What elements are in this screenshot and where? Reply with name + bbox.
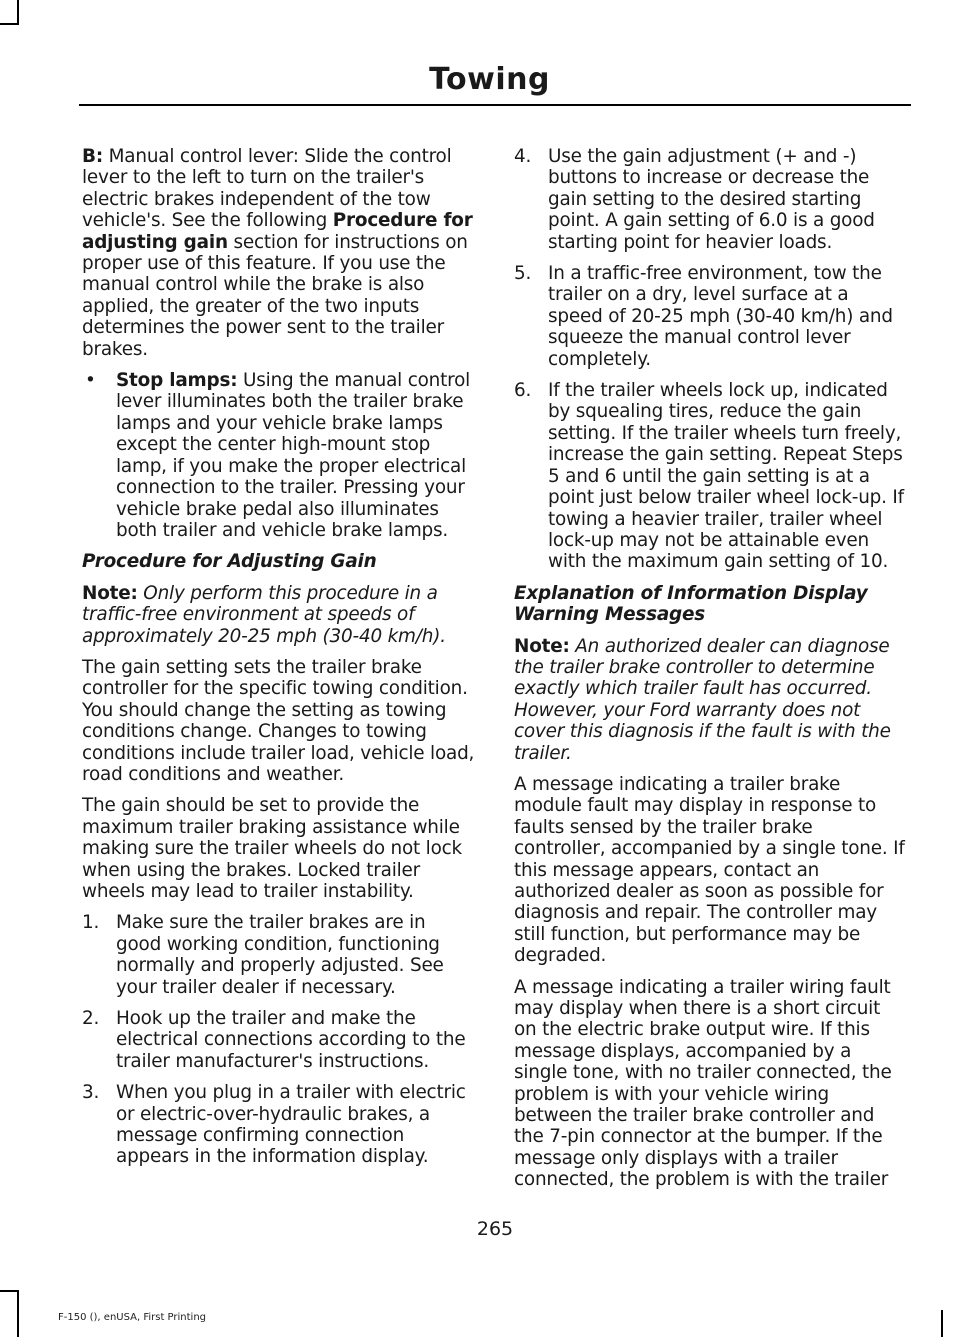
page-number: 265 [476,1218,514,1240]
crop-mark [941,1310,943,1337]
crop-mark [17,0,19,24]
note: Note: An authorized dealer can diagnose the trailer brake controller to determine exactly which trailer fault has occurred. However, your Ford warranty does not cover this diagnosis if the fault is with the trailer. [514,635,891,764]
left-column [82,146,476,1178]
print-imprint: F-150 (), enUSA, First Printing [58,1312,207,1323]
step-item: 4. Use the gain adjustment (+ and -) buttons to increase or decrease the gain setting to the desired starting point. A gain setting of 6.0 is a good starting point for heavier loads. [514,146,875,253]
paragraph: The gain should be set to provide the maximum trailer braking assistance while making sure the trailer wheels do not lock when using the brakes. Locked trailer wheels may lead to trailer instability. [82,795,463,902]
header-divider [79,104,911,106]
step-item: 5. In a traffic-free environment, tow the trailer on a dry, level surface at a speed of 20-25 mph (30-40 km/h) and squeeze the manual control lever completely. [514,263,893,370]
section-reference: Procedure for adjusting gain [82,210,473,253]
section-heading: Procedure for Adjusting Gain [82,551,377,573]
step-item: 1. Make sure the trailer brakes are in good working condition, functioning normally and properly adjusted. See your trailer dealer if necessary. [82,912,444,998]
paragraph: A message indicating a trailer brake module fault may display in response to faults sensed by the trailer brake controller, accompanied by a single tone. If this message appears, contact an authorized dealer as soon as possible for diagnosis and repair. The controller may still function, but performance may be degraded. [514,773,905,967]
bullet-marker: • [85,370,96,392]
step-item: 6. If the trailer wheels lock up, indicated by squealing tires, reduce the gain setting. If the trailer wheels turn freely, increase the gain setting. Repeat Steps 5 and 6 until the gain setting is at a point just below trailer wheel lock-up. If towing a heavier trailer, trailer wheel lock-up may not be attainable even with the maximum gain setting of 10. [514,380,904,573]
section-heading: Explanation of Information Display Warning Messages [514,582,868,626]
paragraph: B: Manual control lever: Slide the control lever to the left to turn on the trailer's electric brakes independent of the tow vehicle's. See the following Procedure for adjusting gain section for instructions on proper use of this feature. If you use the manual control while the brake is also applied, the greater of the two inputs determines the power sent to the trailer brakes. [82,146,473,360]
crop-mark [17,1290,19,1337]
list-item: • Stop lamps: Using the manual control lever illuminates both the trailer brake lamps and your vehicle brake lamps except the center high-mount stop lamp, if you make the proper electrical connection to the trailer. Pressing your vehicle brake pedal also illuminates both trailer and vehicle brake lamps. [85,370,471,541]
step-item: 2. Hook up the trailer and make the electrical connections according to the trailer manufacturer's instructions. [82,1008,466,1072]
step-item: 3. When you plug in a trailer with electric or electric-over-hydraulic brakes, a message confirming connection appears in the information display. [82,1082,466,1168]
right-column [514,146,908,1201]
crop-mark [0,1290,19,1292]
paragraph: A message indicating a trailer wiring fault may display when there is a short circuit on the electric brake output wire. If this message displays, accompanied by a single tone, with no trailer connected, the problem is with your vehicle wiring between the trailer brake controller and the 7-pin connector at the bumper. If the message only displays with a trailer connected, the problem is with the trailer [514,976,892,1191]
crop-mark [0,23,19,25]
paragraph: The gain setting sets the trailer brake controller for the specific towing condition. You should change the setting as towing conditions change. Changes to towing conditions include trailer load, vehicle load, road conditions and weather. [82,656,475,785]
page-title: Towing [429,62,550,97]
note: Note: Only perform this procedure in a traffic-free environment at speeds of approximately 20-25 mph (30-40 km/h). [82,582,446,647]
